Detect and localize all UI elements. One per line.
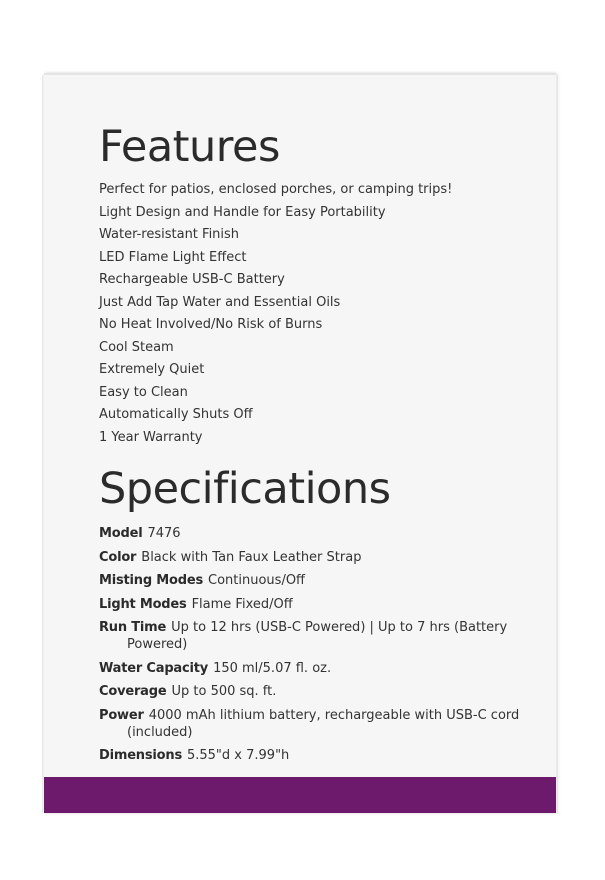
spec-row-power <box>99 707 536 741</box>
spec-label: Light Modes <box>99 596 187 612</box>
spec-label: Run Time <box>99 620 167 635</box>
feature-item: LED Flame Light Effect <box>99 249 247 265</box>
spec-value: Flame Fixed/Off <box>191 596 293 612</box>
features-list <box>99 179 536 449</box>
spec-row-run-time <box>99 619 536 653</box>
feature-item: Just Add Tap Water and Essential Oils <box>99 294 341 310</box>
features-heading: Features <box>99 122 280 172</box>
card-content <box>99 119 536 771</box>
feature-item: Perfect for patios, enclosed porches, or camping trips! <box>99 182 453 197</box>
specifications-list <box>99 525 536 764</box>
spec-row-coverage <box>99 683 536 700</box>
purple-footer-band <box>44 777 556 813</box>
feature-item: Automatically Shuts Off <box>99 407 253 422</box>
spec-label: Misting Modes <box>99 573 204 588</box>
spec-value: Up to 12 hrs (USB-C Powered) | Up to 7 hrs (Battery Powered) <box>127 620 508 652</box>
spec-label: Dimensions <box>99 748 182 763</box>
spec-label: Coverage <box>99 684 167 699</box>
spec-value: 4000 mAh lithium battery, rechargeable with USB-C cord (included) <box>127 707 520 740</box>
spec-row-misting-modes <box>99 572 536 589</box>
spec-label: Power <box>99 707 144 723</box>
feature-item: 1 Year Warranty <box>99 429 203 445</box>
spec-value: 150 ml/5.07 fl. oz. <box>213 660 332 676</box>
feature-item: No Heat Involved/No Risk of Burns <box>99 317 323 332</box>
spec-label: Color <box>99 549 137 565</box>
specifications-heading: Specifications <box>99 464 391 514</box>
spec-row-dimensions <box>99 747 536 764</box>
spec-value: 7476 <box>147 526 181 541</box>
spec-value: 5.55"d x 7.99"h <box>186 748 290 763</box>
feature-item: Easy to Clean <box>99 384 188 400</box>
feature-item: Rechargeable USB-C Battery <box>99 272 285 287</box>
spec-label: Water Capacity <box>99 660 209 676</box>
spec-label: Model <box>99 526 143 541</box>
product-info-card <box>44 73 556 813</box>
spec-value: Up to 500 sq. ft. <box>171 684 277 699</box>
feature-item: Light Design and Handle for Easy Portability <box>99 204 386 220</box>
spec-row-model <box>99 525 536 542</box>
feature-item: Water-resistant Finish <box>99 227 240 242</box>
spec-value: Continuous/Off <box>208 573 306 588</box>
feature-item: Cool Steam <box>99 339 174 355</box>
spec-row-color <box>99 549 536 566</box>
spec-row-light-modes <box>99 596 536 613</box>
feature-item: Extremely Quiet <box>99 362 205 377</box>
spec-row-water-capacity <box>99 660 536 677</box>
spec-value: Black with Tan Faux Leather Strap <box>141 549 362 565</box>
